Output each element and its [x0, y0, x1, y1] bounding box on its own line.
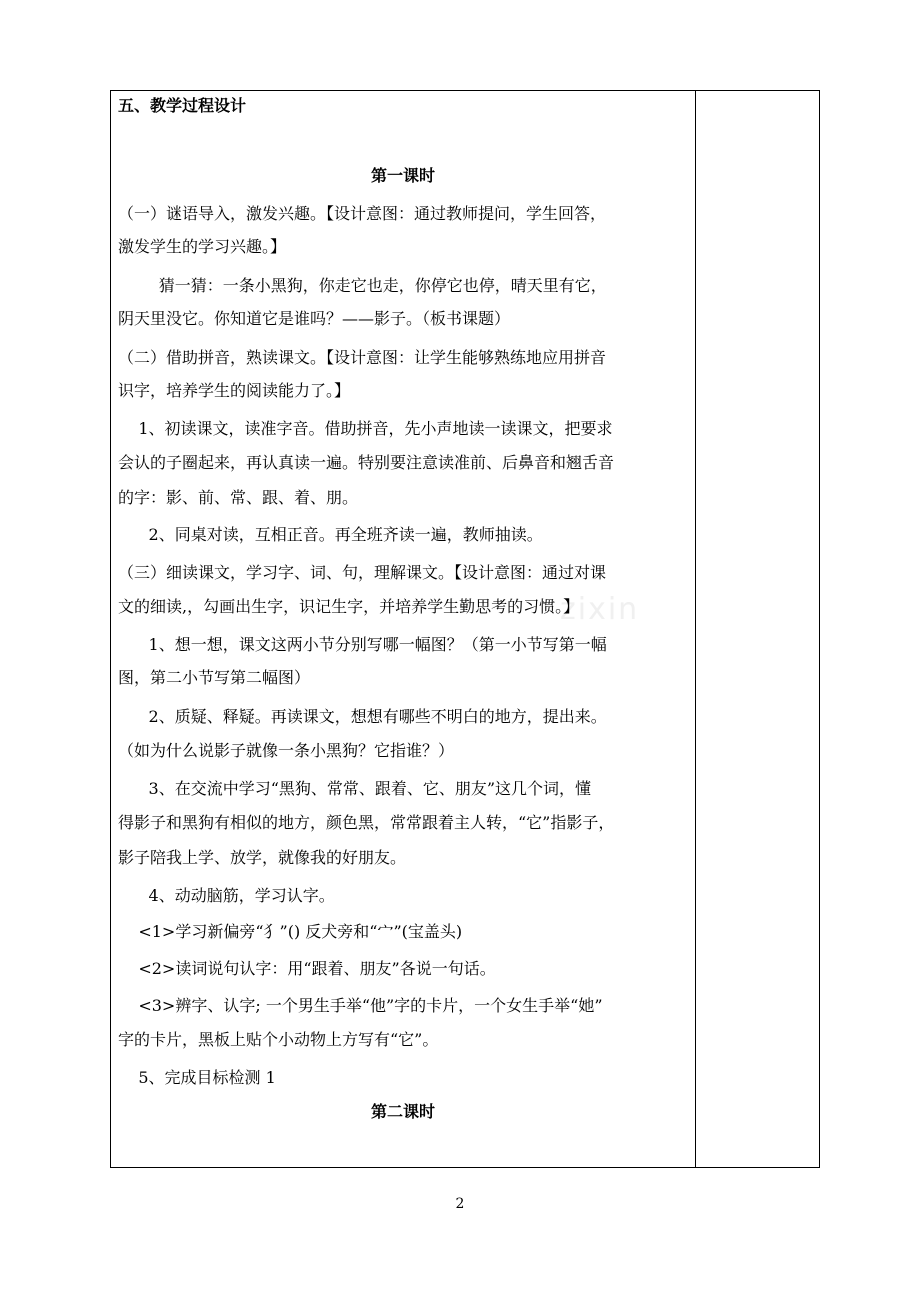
- text-line: <1>学习新偏旁“犭”() 反犬旁和“宀”(宝盖头): [118, 922, 463, 941]
- text-line: 文的细读,，勾画出生字，识记生字，并培养学生勤思考的习惯。】: [118, 597, 580, 616]
- text-line: （如为什么说影子就像一条小黑狗？它指谁？）: [118, 741, 455, 760]
- text-line: <2>读词说句认字：用“跟着、朋友”各说一句话。: [118, 959, 496, 978]
- text-line: <3>辨字、认字; 一个男生手举“他”字的卡片，一个女生手举“她”: [118, 996, 603, 1015]
- text-line: （二）借助拼音，熟读课文。【设计意图：让学生能够熟练地应用拼音: [118, 348, 607, 367]
- text-line: 得影子和黑狗有相似的地方，颜色黑，常常跟着主人转，“它”指影子，: [118, 813, 615, 832]
- lesson1-title: 第一课时: [370, 166, 435, 185]
- section-heading: 五、教学过程设计: [118, 96, 247, 115]
- watermark-text: zixin: [560, 592, 640, 627]
- text-line: 激发学生的学习兴趣。】: [118, 237, 287, 256]
- text-line: 会认的子圈起来，再认真读一遍。特别要注意读准前、后鼻音和翘舌音: [118, 453, 615, 472]
- text-line: （一）谜语导入，激发兴趣。【设计意图：通过教师提问，学生回答，: [118, 204, 607, 223]
- text-line: 阴天里没它。你知道它是谁吗？——影子。（板书课题）: [118, 309, 511, 328]
- page-number: 2: [455, 1196, 465, 1212]
- text-line: 1、想一想，课文这两小节分别写哪一幅图？（第一小节写第一幅: [118, 635, 607, 654]
- text-line: 5、完成目标检测 1: [118, 1068, 276, 1087]
- text-line: 影子陪我上学、放学，就像我的好朋友。: [118, 848, 407, 867]
- table-column-divider: [695, 90, 696, 1168]
- text-line: 1、初读课文，读准字音。借助拼音，先小声地读一读课文，把要求: [118, 419, 613, 438]
- text-line: 的字：影、前、常、跟、着、朋。: [118, 488, 359, 507]
- text-line: 识字，培养学生的阅读能力了。】: [118, 381, 351, 400]
- text-line: （三）细读课文，学习字、词、句，理解课文。【设计意图：通过对课: [118, 563, 607, 582]
- lesson2-title: 第二课时: [370, 1102, 435, 1121]
- text-line: 2、质疑、释疑。再读课文，想想有哪些不明白的地方，提出来。: [118, 707, 607, 726]
- text-line: 3、在交流中学习“黑狗、常常、跟着、它、朋友”这几个词，懂: [118, 779, 592, 798]
- text-line: 图，第二小节写第二幅图）: [118, 668, 311, 687]
- text-line: 字的卡片，黑板上贴个小动物上方写有“它”。: [118, 1030, 439, 1049]
- text-line: 2、同桌对读，互相正音。再全班齐读一遍，教师抽读。: [118, 525, 543, 544]
- text-line: 4、动动脑筋，学习认字。: [118, 886, 335, 905]
- text-line: 猜一猜：一条小黑狗，你走它也走，你停它也停，晴天里有它，: [118, 276, 607, 295]
